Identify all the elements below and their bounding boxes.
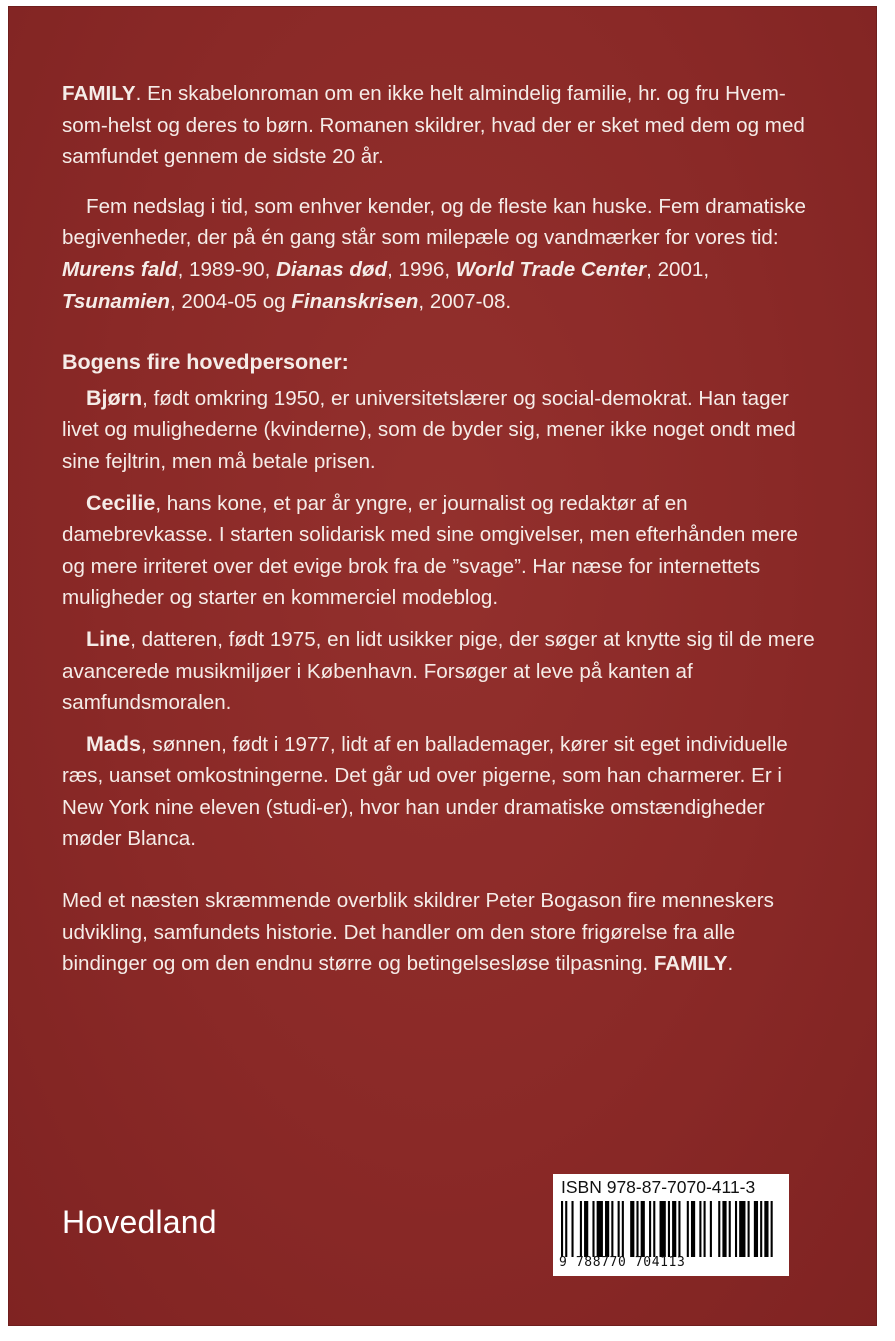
character-paragraph xyxy=(62,383,822,478)
closing-title: FAMILY xyxy=(653,952,728,976)
intro-text: . En skabelonroman om en ikke helt almindelig familie, hr. og fru Hvem-som-helst og deres to børn. Romanen skildrer, hvad der er sket med dem og med samfundet gennem de sidste 20 år. xyxy=(62,82,805,169)
event-1-date: , 1989-90, xyxy=(177,257,271,281)
characters-heading: Bogens fire hovedpersoner: xyxy=(62,350,349,375)
barcode-digits: 9 788770 704113 xyxy=(559,1255,686,1270)
event-2-name: Dianas død xyxy=(276,257,388,281)
blurb xyxy=(62,78,822,980)
character-paragraph xyxy=(62,624,822,719)
event-1-name: Murens fald xyxy=(62,257,178,281)
closing-text: Med et næsten skræmmende overblik skildrer Peter Bogason fire menneskers udvikling, samfundets historie. Det handler om den store frigørelse fra alle bindinger og om den endnu større og betingelsesløse tilpasning. xyxy=(62,889,774,976)
character-name: Mads xyxy=(86,731,141,756)
isbn-label: ISBN 978-87-7070-411-3 xyxy=(561,1177,756,1197)
character-name: Line xyxy=(86,626,131,651)
events-lead: Fem nedslag i tid, som enhver kender, og de fleste kan huske. Fem dramatiske begivenheder, der på én gang står som milepæle og vandmærker for vores tid: xyxy=(62,194,806,250)
closing-end: . xyxy=(727,952,734,976)
character-text: , datteren, født 1975, en lidt usikker pige, der søger at knytte sig til de mere avancerede musikmiljøer i København. Forsøger at leve på kanten af samfundsmoralen. xyxy=(62,627,815,715)
event-3-date: , 2001, xyxy=(646,257,710,281)
character-text: , hans kone, et par år yngre, er journalist og redaktør af en damebrevkasse. I starten solidarisk med sine omgivelser, men efterhånden mere og mere irriteret over det evige brok fra de ”svage”. Har næse for internettets muligheder og starter en kommerciel modeblog. xyxy=(62,491,799,610)
intro-paragraph xyxy=(62,78,822,173)
isbn-barcode xyxy=(553,1174,789,1276)
book-back-cover xyxy=(8,6,877,1326)
character-text: , sønnen, født i 1977, lidt af en ballademager, kører sit eget individuelle ræs, uanset omkostningerne. Det går ud over pigerne, som han charmerer. Er i New York nine eleven (studi-er), hvor han under dramatiske omstændigheder møder Blanca. xyxy=(62,732,788,851)
event-2-date: , 1996, xyxy=(387,257,451,281)
event-5-name: Finanskrisen xyxy=(291,289,419,313)
character-name: Cecilie xyxy=(86,490,156,515)
event-3-name: World Trade Center xyxy=(455,257,647,281)
closing-paragraph xyxy=(62,885,822,980)
event-4-date: , 2004-05 og xyxy=(169,289,292,313)
character-paragraph xyxy=(62,488,822,614)
event-5-date: , 2007-08. xyxy=(418,289,512,313)
intro-title: FAMILY xyxy=(62,82,136,105)
character-text: , født omkring 1950, er universitetslærer og social-demokrat. Han tager livet og mulighederne (kvinderne), som de byder sig, mener ikke noget ondt med sine fejltrin, men må betale prisen. xyxy=(62,386,796,473)
character-paragraph xyxy=(62,729,822,855)
character-name: Bjørn xyxy=(86,385,143,410)
publisher-logo: Hovedland xyxy=(62,1204,217,1240)
events-paragraph xyxy=(62,191,822,317)
barcode-bars xyxy=(561,1201,779,1257)
event-4-name: Tsunamien xyxy=(62,289,170,313)
